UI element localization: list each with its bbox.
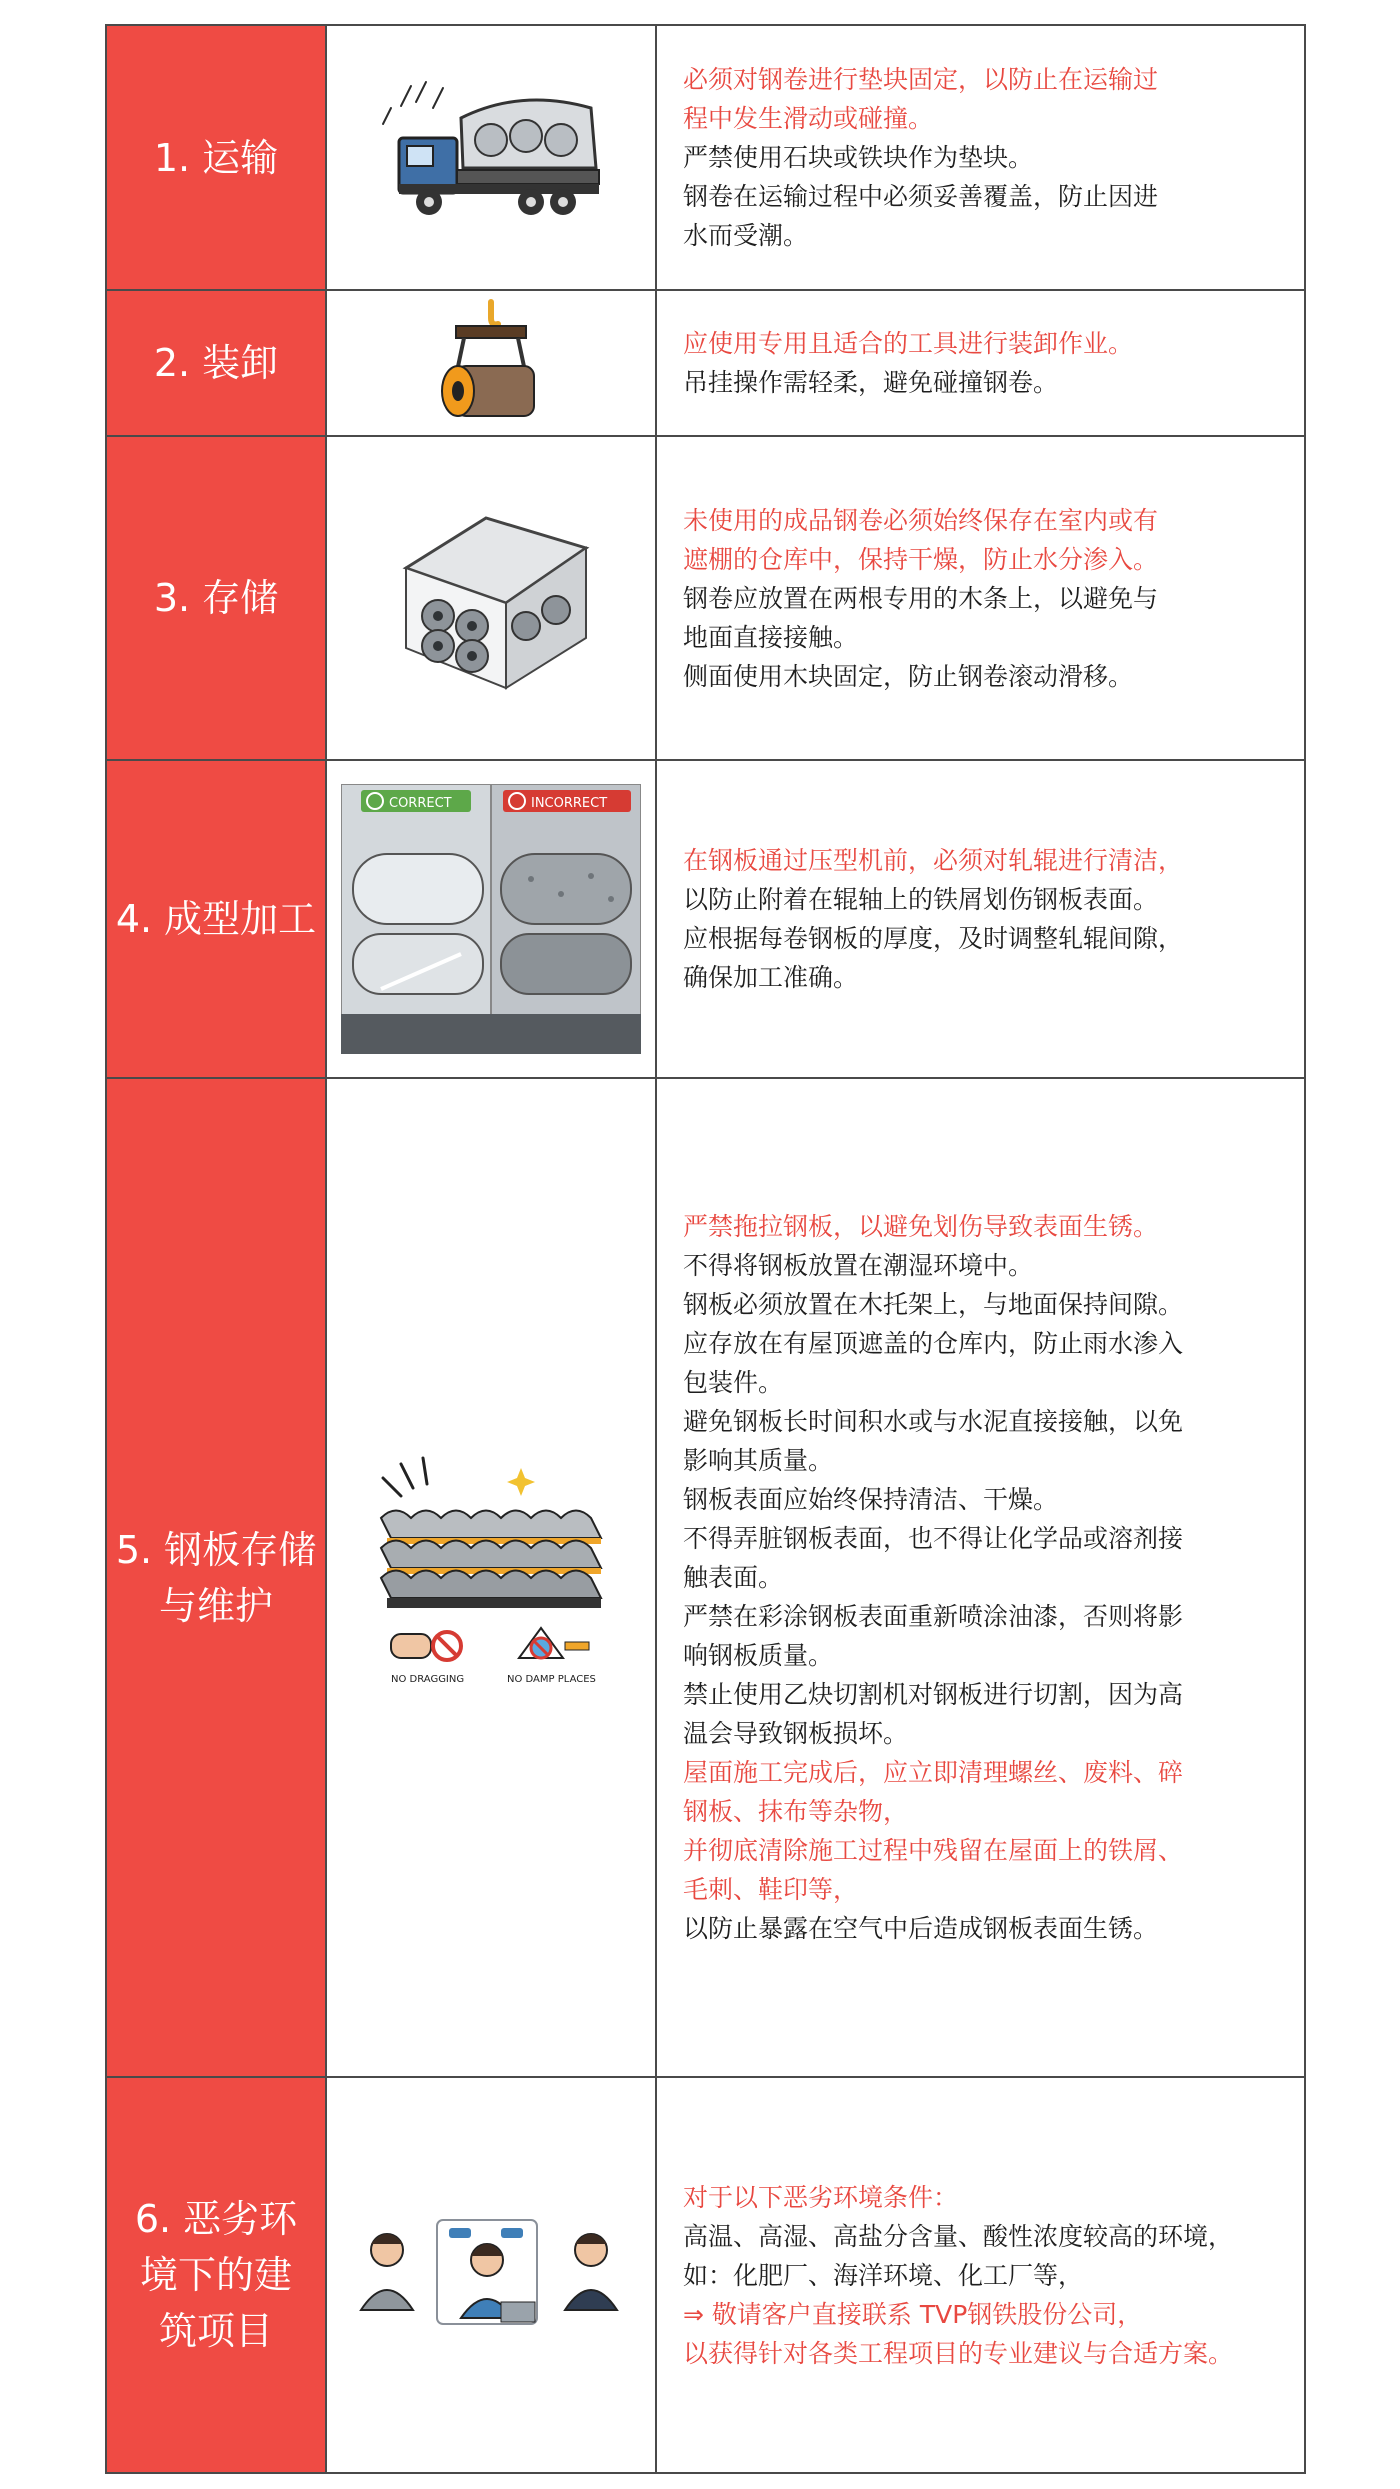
instruction-line: 吊挂操作需轻柔，避免碰撞钢卷。 [683,368,1059,397]
no-dragging-caption: NO DRAGGING [391,1673,465,1685]
instruction-line: 毛刺、鞋印等， [683,1875,859,1904]
stacked-sheets-icon [361,1448,621,1708]
category-label: 6. 恶劣环 [134,2197,298,2241]
table-row [106,1078,1305,2077]
instruction-line: 对于以下恶劣环境条件： [683,2182,959,2212]
instruction-line: 钢板必须放置在木托架上，与地面保持间隙。 [683,1290,1184,1319]
instruction-line: 不得将钢板放置在潮湿环境中。 [683,1251,1034,1280]
category-label: 筑项目 [158,2309,273,2353]
instruction-line: 触表面。 [683,1563,784,1592]
instruction-line: 水而受潮。 [683,221,809,250]
instruction-line: 程中发生滑动或碰撞。 [683,104,934,133]
instruction-line: 严禁在彩涂钢板表面重新喷涂油漆，否则将影 [683,1602,1184,1631]
table-row [106,436,1305,760]
category-label: 4. 成型加工 [115,897,317,941]
instruction-line: 以防止暴露在空气中后造成钢板表面生锈。 [683,1914,1159,1943]
instruction-line: ⇒ 敬请客户直接联系 TVP钢铁股份公司， [683,2299,1143,2329]
correct-badge: CORRECT [389,796,452,811]
instructions-cell [656,1078,1305,2077]
warehouse-icon [376,498,606,698]
instruction-line: 不得弄脏钢板表面，也不得让化学品或溶剂接 [683,1524,1184,1553]
instructions-cell [656,760,1305,1078]
instruction-line: 温会导致钢板损坏。 [683,1719,909,1748]
instruction-line: 应存放在有屋顶遮盖的仓库内，防止雨水渗入 [683,1329,1184,1358]
table-row [106,2077,1305,2473]
illustration-cell [326,436,656,760]
instruction-line: 响钢板质量。 [683,1641,834,1670]
category-cell [106,760,326,1078]
category-label: 境下的建 [139,2253,292,2297]
instruction-line: 侧面使用木块固定，防止钢卷滚动滑移。 [683,661,1134,691]
instruction-line: 钢板、抹布等杂物， [683,1797,909,1826]
illustration-cell [326,2077,656,2473]
instructions-cell [656,2077,1305,2473]
category-label: 与维护 [158,1583,273,1628]
instruction-line: 高温、高湿、高盐分含量、酸性浓度较高的环境， [683,2221,1234,2251]
instructions-cell [656,290,1305,436]
category-cell [106,2077,326,2473]
table-row [106,290,1305,436]
instruction-line: 确保加工准确。 [683,963,859,992]
category-cell [106,25,326,290]
instruction-line: 禁止使用乙炔切割机对钢板进行切割，因为高 [683,1680,1184,1709]
instruction-line: 屋面施工完成后，应立即清理螺丝、废料、碎 [683,1758,1184,1787]
no-damp-places-caption: NO DAMP PLACES [507,1673,596,1685]
instructions-cell [656,436,1305,760]
instruction-line: 影响其质量。 [683,1446,834,1475]
instructions-cell [656,25,1305,290]
crane-icon [436,298,546,428]
category-cell [106,436,326,760]
instruction-line: 地面直接接触。 [683,622,859,652]
instruction-line: 如：化肥厂、海洋环境、化工厂等， [683,2260,1084,2290]
illustration-cell [326,290,656,436]
illustration-cell [326,1078,656,2077]
instruction-line: 钢卷应放置在两根专用的木条上，以避免与 [683,583,1159,613]
instruction-line: 并彻底清除施工过程中残留在屋面上的铁屑、 [683,1836,1184,1865]
category-label: 3. 存储 [153,576,279,620]
instruction-line: 包装件。 [683,1368,784,1397]
instruction-line: 严禁拖拉钢板，以避免划伤导致表面生锈。 [683,1212,1159,1241]
illustration-cell [326,25,656,290]
category-label: 5. 钢板存储 [115,1527,317,1572]
instruction-line: 应根据每卷钢板的厚度，及时调整轧辊间隙， [683,924,1184,953]
instruction-line: 钢卷在运输过程中必须妥善覆盖，防止因进 [683,182,1159,211]
instruction-line: 在钢板通过压型机前，必须对轧辊进行清洁， [683,846,1184,875]
category-label: 2. 装卸 [153,341,279,385]
storage-guidelines-table [105,24,1306,2472]
table-row [106,25,1305,290]
category-label: 1. 运输 [153,135,279,180]
customer-support-icon [351,2210,631,2340]
instruction-line: 避免钢板长时间积水或与水泥直接接触，以免 [683,1407,1184,1436]
instruction-line: 应使用专用且适合的工具进行装卸作业。 [683,329,1134,358]
instruction-line: 严禁使用石块或铁块作为垫块。 [683,143,1034,172]
instruction-line: 遮棚的仓库中，保持干燥，防止水分渗入。 [683,544,1159,574]
instruction-line: 以获得针对各类工程项目的专业建议与合适方案。 [683,2338,1234,2368]
roller-comparison-icon [341,784,641,1054]
instruction-line: 未使用的成品钢卷必须始终保存在室内或有 [683,505,1159,535]
illustration-cell [326,760,656,1078]
instruction-line: 必须对钢卷进行垫块固定，以防止在运输过 [683,65,1159,94]
instruction-line: 以防止附着在辊轴上的铁屑划伤钢板表面。 [683,885,1159,914]
category-cell [106,1078,326,2077]
instruction-line: 钢板表面应始终保持清洁、干燥。 [683,1485,1059,1514]
truck-icon [371,78,611,238]
category-cell [106,290,326,436]
table-row [106,760,1305,1078]
incorrect-badge: INCORRECT [531,796,608,811]
